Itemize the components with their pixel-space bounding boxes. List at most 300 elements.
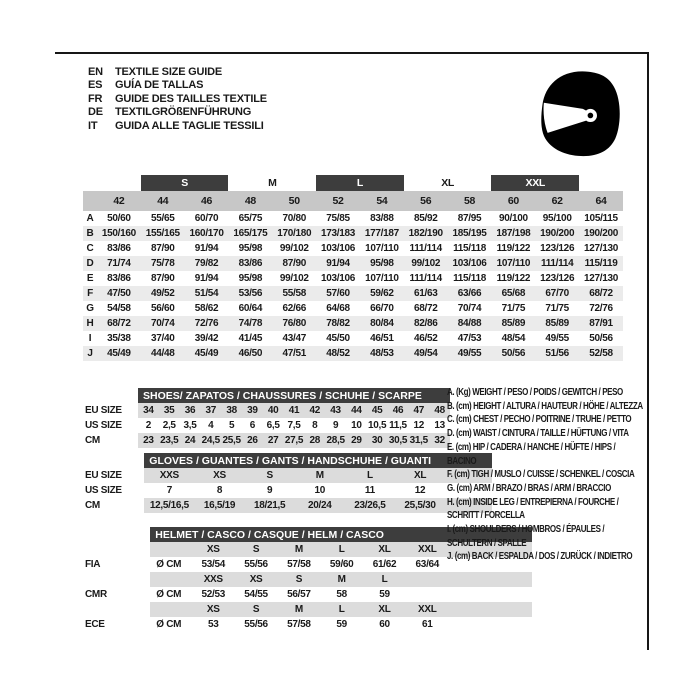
language-row: [88, 106, 267, 119]
size-cell: 16,5/19: [194, 498, 244, 513]
row-label: US SIZE: [83, 418, 138, 433]
measurement-cell: 87/90: [150, 273, 175, 284]
size-number: 52: [316, 191, 360, 211]
measurement-cell: 155/165: [141, 226, 185, 241]
measurement-cell: 103/106: [321, 273, 356, 284]
size-cell: S: [235, 542, 278, 557]
size-cell: 32: [429, 433, 450, 448]
size-cell: 4: [208, 420, 214, 431]
language-title-list: [88, 66, 267, 133]
size-cell: S: [235, 602, 278, 617]
measurement-row: [83, 286, 623, 301]
size-cell: 27,5: [284, 435, 304, 446]
measurement-cell: 190/200: [535, 226, 579, 241]
size-number: 44: [141, 191, 185, 211]
size-cell: 12: [413, 420, 425, 431]
measurement-cell: 64/68: [326, 303, 350, 314]
row-label: CM: [83, 433, 138, 448]
legend-item: A. (Kg) WEIGHT / PESO / POIDS / GEWITCH / PESO: [447, 387, 623, 398]
measurement-row: [83, 331, 623, 346]
measurement-cell: 65/68: [491, 286, 535, 301]
helmet-title-bar: HELMET / CASCO / CASQUE / HELM / CASCO: [150, 527, 532, 542]
language-code: EN: [88, 66, 103, 78]
size-cell: 58: [336, 589, 347, 600]
size-cell: M: [320, 572, 363, 587]
size-cell: 2: [145, 420, 152, 431]
measurement-cell: 111/114: [409, 243, 442, 254]
measurement-cell: 56/60: [150, 303, 175, 314]
size-cell: 7: [166, 485, 172, 496]
unit-cell: Ø CM: [156, 619, 182, 630]
measurement-cell: 83/86: [107, 273, 131, 284]
spacer-cell: [83, 191, 97, 211]
size-group-row: [83, 175, 623, 191]
helmet-row: [83, 572, 532, 587]
measurement-row: [83, 316, 623, 331]
language-code: ES: [88, 79, 103, 92]
measurement-cell: 91/94: [316, 256, 360, 271]
measurement-cell: 79/82: [185, 256, 229, 271]
helmet-row: [83, 587, 532, 602]
measurement-cell: 49/55: [545, 333, 569, 344]
measurement-cell: 46/50: [228, 346, 272, 361]
size-number: 48: [228, 191, 272, 211]
size-cell: 27: [263, 433, 284, 448]
measurement-cell: 68/72: [97, 316, 141, 331]
measurement-cell: 99/102: [279, 273, 309, 284]
size-group-label: S: [141, 175, 229, 191]
measurement-cell: 127/130: [584, 243, 619, 254]
measurement-cell: 47/51: [272, 346, 316, 361]
size-cell: 45: [367, 403, 388, 418]
size-cell: 9: [267, 485, 273, 496]
language-title: GUÍA DE TALLAS: [115, 79, 204, 92]
size-cell: 12: [414, 485, 426, 496]
unit-cell: [150, 572, 192, 587]
legend-item: H. (cm) INSIDE LEG / ENTREPIERNA / FOURCHE / SCHRITT / FORCELLA: [447, 496, 619, 522]
size-cell: 39: [242, 403, 263, 418]
measurement-cell: 45/49: [185, 346, 229, 361]
size-cell: 59: [336, 619, 347, 630]
helmet-icon: [534, 68, 628, 162]
measurement-cell: 115/118: [453, 243, 487, 254]
measurement-cell: 111/114: [535, 256, 579, 271]
size-cell: 46: [388, 403, 409, 418]
size-cell: [406, 587, 449, 602]
row-label: EU SIZE: [83, 403, 138, 418]
gloves-row: [83, 483, 492, 498]
filler-cell: [449, 587, 532, 602]
shoes-size-table: [83, 388, 450, 448]
filler-cell: [449, 602, 532, 617]
size-cell: L: [345, 468, 395, 483]
measurement-cell: 48/53: [360, 346, 404, 361]
size-cell: XS: [192, 542, 235, 557]
size-cell: 30,5: [388, 435, 408, 446]
size-cell: 10: [351, 420, 362, 431]
measurement-cell: 65/75: [238, 213, 263, 224]
size-cell: XS: [235, 572, 278, 587]
size-cell: 25,5: [222, 435, 241, 446]
language-row: [88, 93, 267, 106]
measurement-cell: 62/66: [282, 303, 306, 314]
row-letter: J: [83, 346, 97, 361]
measurement-cell: 91/94: [194, 243, 219, 254]
legend-item: F. (cm) TIGH / MUSLO / CUISSE / SCHENKEL / COSCIA: [447, 469, 635, 481]
size-number: 58: [448, 191, 492, 211]
measurement-cell: 87/95: [457, 213, 482, 224]
size-cell: 52/53: [201, 589, 226, 600]
measurement-cell: 85/89: [491, 316, 535, 331]
size-group-label: XL: [404, 175, 492, 191]
measurement-legend: [447, 386, 644, 564]
measurement-cell: 80/84: [360, 316, 404, 331]
measurement-row: [83, 271, 623, 286]
measurement-cell: 78/82: [316, 316, 360, 331]
gloves-size-table: [83, 453, 492, 513]
size-cell: 23: [138, 433, 159, 448]
spacer-cell: [579, 175, 623, 191]
language-title: GUIDA ALLE TAGLIE TESSILI: [115, 119, 264, 132]
size-cell: 11: [364, 485, 375, 496]
size-cell: 48: [429, 403, 450, 418]
measurement-cell: 61/63: [404, 286, 448, 301]
measurement-cell: 103/106: [448, 256, 492, 271]
size-cell: 9: [332, 420, 339, 431]
legend-item: I. (cm) SHOULDERS / HOMBROS / ÉPAULES / SCHULTERN / SPALLE: [447, 524, 605, 549]
size-cell: 59: [379, 589, 390, 600]
shoes-title-row: [83, 388, 450, 403]
size-cell: 31,5: [409, 435, 428, 446]
legend-item: J. (cm) BACK / ESPALDA / DOS / ZURÜCK / INDIETRO: [447, 551, 633, 563]
row-letter: H: [83, 316, 97, 331]
measurement-cell: 63/66: [448, 286, 492, 301]
measurement-row: [83, 211, 623, 226]
size-number: 50: [272, 191, 316, 211]
measurement-cell: 70/80: [282, 213, 306, 224]
measurement-cell: 68/72: [579, 286, 623, 301]
measurement-cell: 82/86: [404, 316, 448, 331]
row-letter: F: [83, 286, 97, 301]
size-number: 54: [360, 191, 404, 211]
size-cell: 35: [159, 403, 180, 418]
language-title: TEXTILGRÖßENFÜHRUNG: [115, 106, 252, 119]
measurement-cell: 50/60: [107, 213, 131, 224]
size-cell: XXS: [192, 572, 235, 587]
row-letter: C: [86, 243, 94, 254]
row-label: ECE: [83, 617, 150, 632]
measurement-cell: 53/56: [228, 286, 272, 301]
spacer-cell: [83, 388, 138, 403]
measurement-cell: 68/72: [413, 303, 438, 314]
size-cell: 44: [346, 403, 367, 418]
unit-cell: [150, 542, 192, 557]
measurement-cell: 71/75: [545, 303, 569, 314]
size-cell: 12,5/16,5: [144, 498, 194, 513]
measurement-cell: 70/74: [457, 303, 482, 314]
language-code: DE: [88, 106, 103, 119]
measurement-cell: 66/70: [370, 303, 394, 314]
size-cell: XXS: [144, 468, 194, 483]
size-cell: 54/55: [244, 589, 268, 600]
size-cell: 41: [284, 403, 305, 418]
measurement-cell: 51/54: [185, 286, 229, 301]
measurement-cell: 55/65: [150, 213, 175, 224]
measurement-cell: 71/75: [501, 303, 526, 314]
measurement-cell: 170/180: [272, 226, 316, 241]
legend-item: G. (cm) ARM / BRAZO / BRAS / ARM / BRACCIO: [447, 482, 611, 494]
measurement-cell: 83/86: [228, 256, 272, 271]
row-label: [83, 542, 150, 557]
measurement-cell: 58/62: [194, 303, 219, 314]
size-cell: 5: [228, 420, 235, 431]
shoes-row: [83, 418, 450, 433]
language-row: [88, 120, 267, 133]
size-cell: 59/60: [329, 559, 354, 570]
measurement-cell: 75/85: [326, 213, 350, 224]
language-title: TEXTILE SIZE GUIDE: [115, 66, 223, 78]
measurement-cell: 71/74: [97, 256, 141, 271]
language-row: [88, 79, 267, 92]
row-letter: E: [86, 273, 94, 284]
size-cell: 2,5: [162, 420, 176, 431]
measurement-cell: 45/50: [326, 333, 350, 344]
measurement-cell: 44/48: [141, 346, 185, 361]
size-cell: 30: [367, 433, 388, 448]
unit-cell: Ø CM: [156, 589, 182, 600]
gloves-row: [83, 498, 492, 513]
measurement-cell: 95/100: [542, 213, 572, 224]
size-cell: XS: [194, 468, 244, 483]
size-cell: 11,5: [389, 420, 407, 431]
size-group-label: L: [316, 175, 404, 191]
measurement-row: [83, 301, 623, 316]
filler-cell: [449, 572, 532, 587]
helmet-row: [83, 617, 532, 632]
size-cell: 7,5: [287, 420, 301, 431]
size-cell: 10,5: [368, 420, 387, 431]
measurement-cell: 47/53: [457, 333, 482, 344]
row-label: US SIZE: [83, 483, 144, 498]
measurement-cell: 150/160: [97, 226, 141, 241]
size-cell: 61: [422, 619, 433, 630]
measurement-cell: 87/91: [579, 316, 623, 331]
legend-item: E. (cm) HIP / CADERA / HANCHE / HÜFTE / HIPS / BACINO: [447, 441, 616, 467]
measurement-cell: 105/115: [584, 213, 618, 224]
size-cell: 57/58: [287, 559, 311, 570]
measurement-cell: 83/88: [370, 213, 394, 224]
measurement-cell: 123/126: [540, 273, 575, 284]
size-cell: 26: [242, 433, 263, 448]
measurement-cell: 95/98: [238, 243, 263, 254]
measurement-cell: 107/110: [365, 273, 399, 284]
size-cell: 8: [216, 485, 223, 496]
size-cell: M: [277, 542, 320, 557]
measurement-cell: 55/58: [272, 286, 316, 301]
size-cell: XL: [363, 542, 406, 557]
size-number: 46: [185, 191, 229, 211]
row-label: CMR: [83, 587, 150, 602]
language-code: IT: [88, 119, 98, 132]
size-cell: 3,5: [183, 420, 197, 431]
size-number: 64: [579, 191, 623, 211]
legend-item: D. (cm) WAIST / CINTURA / TAILLE / HÜFTUNG / VITA: [447, 428, 629, 440]
size-cell: 40: [263, 403, 284, 418]
measurement-cell: 67/70: [535, 286, 579, 301]
size-group-label: XXL: [491, 175, 579, 191]
size-cell: 29: [346, 433, 367, 448]
measurement-cell: 160/170: [185, 226, 229, 241]
size-cell: L: [320, 602, 363, 617]
measurement-cell: 83/86: [107, 243, 131, 254]
measurement-cell: 85/89: [535, 316, 579, 331]
gloves-title-row: [83, 453, 492, 468]
language-title: GUIDE DES TAILLES TEXTILE: [115, 92, 267, 105]
measurement-cell: 95/98: [360, 256, 404, 271]
measurement-cell: 41/45: [238, 333, 263, 344]
measurement-cell: 47/50: [97, 286, 141, 301]
measurement-cell: 107/110: [491, 256, 535, 271]
size-cell: 25,5/30: [395, 498, 445, 513]
size-cell: 57/58: [287, 619, 311, 630]
size-number: 56: [404, 191, 448, 211]
measurement-cell: 51/56: [535, 346, 579, 361]
measurement-cell: 187/198: [491, 226, 535, 241]
size-cell: 43: [325, 403, 346, 418]
filler-cell: [449, 617, 532, 632]
size-cell: 28,5: [326, 435, 345, 446]
row-label: CM: [83, 498, 144, 513]
measurement-cell: 59/62: [360, 286, 404, 301]
size-cell: 8: [312, 420, 318, 431]
size-cell: XL: [395, 468, 445, 483]
measurement-cell: 60/70: [194, 213, 219, 224]
measurement-cell: 84/88: [448, 316, 492, 331]
measurement-cell: 76/80: [272, 316, 316, 331]
size-cell: 24,5: [201, 435, 220, 446]
language-code: FR: [88, 92, 103, 105]
shoes-table-body: [83, 403, 450, 448]
size-cell: S: [245, 468, 295, 483]
size-group-label: M: [228, 175, 316, 191]
row-label: EU SIZE: [83, 468, 144, 483]
measurement-cell: 72/76: [185, 316, 229, 331]
row-label: [83, 572, 150, 587]
measurement-cell: 115/119: [579, 256, 623, 271]
size-cell: 55/56: [244, 559, 268, 570]
measurement-cell: 90/100: [498, 213, 528, 224]
size-cell: 38: [221, 403, 242, 418]
size-cell: 10: [314, 485, 326, 496]
size-cell: 6: [249, 420, 256, 431]
shoes-row: [83, 403, 450, 418]
size-cell: 63/64: [415, 559, 440, 570]
shoes-row: [83, 433, 450, 448]
size-number-row: [83, 191, 623, 211]
measurement-cell: 48/52: [316, 346, 360, 361]
size-table-body: [83, 211, 623, 361]
measurement-cell: 46/51: [370, 333, 394, 344]
measurement-cell: 107/110: [365, 243, 399, 254]
measurement-cell: 182/190: [404, 226, 448, 241]
gloves-table-body: [83, 468, 492, 513]
legend-item: B. (cm) HEIGHT / ALTURA / HAUTEUR / HÖHE / ALTEZZA: [447, 400, 643, 412]
size-cell: 61/62: [372, 559, 397, 570]
row-letter: G: [86, 303, 94, 314]
helmet-row: [83, 602, 532, 617]
measurement-cell: 74/78: [228, 316, 272, 331]
measurement-cell: 54/58: [107, 303, 131, 314]
size-cell: XXL: [406, 542, 449, 557]
size-cell: 23,5: [160, 435, 179, 446]
size-cell: XL: [363, 602, 406, 617]
measurement-cell: 43/47: [282, 333, 306, 344]
size-cell: 24: [180, 433, 201, 448]
measurement-cell: 119/122: [496, 243, 531, 254]
measurement-cell: 99/102: [279, 243, 309, 254]
size-cell: XS: [192, 602, 235, 617]
size-cell: M: [295, 468, 345, 483]
size-cell: 6,5: [266, 420, 280, 431]
size-cell: S: [277, 572, 320, 587]
measurement-cell: 57/60: [316, 286, 360, 301]
measurement-row: [83, 346, 623, 361]
measurement-cell: 85/92: [413, 213, 438, 224]
shoes-title-bar: SHOES/ ZAPATOS / CHAUSSURES / SCHUHE / SCARPE: [138, 388, 450, 403]
size-cell: L: [363, 572, 406, 587]
measurement-cell: 127/130: [584, 273, 619, 284]
measurement-cell: 35/38: [107, 333, 131, 344]
size-cell: 23/26,5: [345, 498, 395, 513]
spacer-cell: [83, 527, 150, 542]
gloves-title-bar: GLOVES / GUANTES / GANTS / HANDSCHUHE / GUANTI: [144, 453, 492, 468]
measurement-cell: 123/126: [540, 243, 575, 254]
measurement-cell: 190/200: [579, 226, 623, 241]
textile-size-table: [83, 175, 623, 361]
size-cell: L: [320, 542, 363, 557]
row-letter: A: [86, 213, 94, 224]
measurement-row: [83, 256, 623, 271]
measurement-cell: 119/122: [496, 273, 531, 284]
measurement-cell: 37/40: [150, 333, 175, 344]
size-cell: 47: [408, 403, 429, 418]
size-cell: 36: [180, 403, 201, 418]
row-letter: I: [88, 333, 92, 344]
measurement-cell: 87/90: [150, 243, 175, 254]
size-cell: M: [277, 602, 320, 617]
size-cell: 18/21,5: [245, 498, 295, 513]
size-cell: 55/56: [244, 619, 268, 630]
measurement-cell: 46/52: [413, 333, 438, 344]
measurement-cell: 52/58: [579, 346, 623, 361]
measurement-cell: 48/54: [501, 333, 526, 344]
measurement-cell: 49/55: [448, 346, 492, 361]
unit-cell: Ø CM: [156, 559, 182, 570]
size-cell: [406, 572, 449, 587]
size-cell: XXL: [406, 602, 449, 617]
measurement-cell: 60/64: [238, 303, 263, 314]
size-cell: 42: [304, 403, 325, 418]
measurement-cell: 185/195: [448, 226, 492, 241]
measurement-cell: 177/187: [360, 226, 404, 241]
measurement-row: [83, 241, 623, 256]
measurement-cell: 115/118: [453, 273, 487, 284]
measurement-cell: 75/78: [141, 256, 185, 271]
measurement-cell: 70/74: [141, 316, 185, 331]
size-cell: 37: [200, 403, 221, 418]
unit-cell: [150, 602, 192, 617]
measurement-cell: 111/114: [409, 273, 442, 284]
